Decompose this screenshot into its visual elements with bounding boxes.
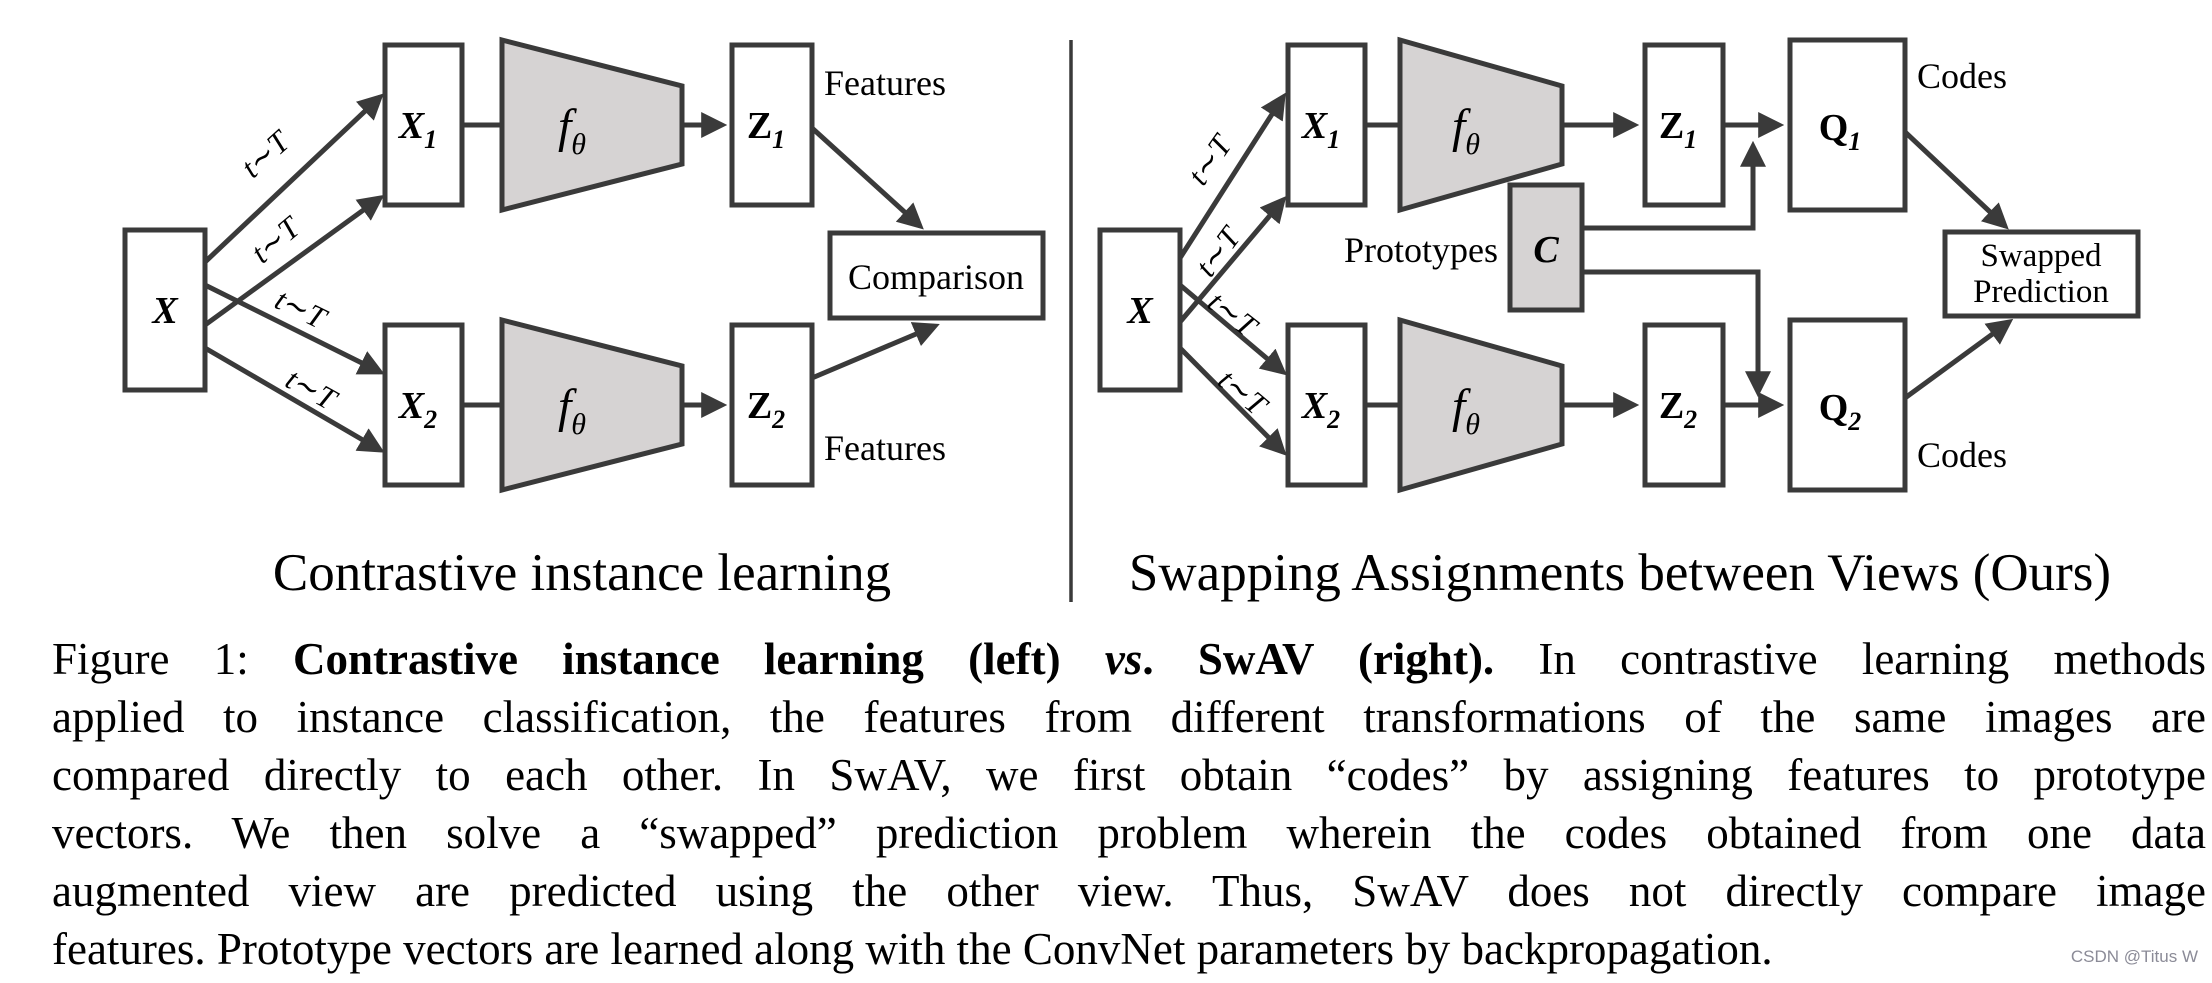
caption-line (52, 688, 2206, 746)
left-transform-label-3: t∼T (269, 281, 332, 336)
left-view2-label: $X_2$ (398, 385, 438, 434)
left-arrow-x-to-x2-b (205, 348, 380, 450)
left-transform-label-1: t∼T (234, 123, 296, 185)
right-code2-label: $Q_2$ (1818, 387, 1862, 436)
right-input-label: X (1127, 290, 1153, 332)
caption-segment: compared directly to each other. In SwAV, we first obtain “codes” by assigning features to prototype (52, 750, 2206, 800)
left-arrow-feature2-comparison (812, 326, 935, 378)
left-transform-label-2: t∼T (244, 209, 307, 271)
figure-caption (52, 630, 2206, 978)
caption-segment: features. Prototype vectors are learned along with the ConvNet parameters by backpropagation. (52, 924, 1773, 974)
left-encoder1-label: $f_\theta$ (557, 100, 587, 161)
left-feature1-label: $Z_1$ (746, 105, 786, 154)
right-encoder1-label: $f_\theta$ (1451, 100, 1481, 161)
right-encoder2-trapezoid (1400, 320, 1562, 490)
left-diagram (125, 40, 1043, 602)
caption-segment: vs (1104, 634, 1143, 684)
caption-line (52, 920, 2206, 978)
caption-line (52, 862, 2206, 920)
caption-segment: Contrastive instance learning (left) (292, 634, 1105, 684)
caption-segment: applied to instance classification, the features from different transformations of the same images are (52, 692, 2206, 742)
left-arrow-feature1-comparison (812, 128, 920, 226)
caption-segment: Figure 1: (52, 634, 293, 684)
caption-segment: In contrastive learning methods (1494, 634, 2206, 684)
right-feature2-label: $Z_2$ (1658, 385, 1698, 434)
right-transform-label-2: t∼T (1188, 220, 1248, 283)
left-view1-label: $X_1$ (398, 105, 438, 154)
right-transform-label-1: t∼T (1180, 128, 1239, 192)
left-transform-label-4: t∼T (279, 360, 343, 417)
right-codes-top-label: Codes (1917, 56, 2007, 96)
right-encoder2-label: $f_\theta$ (1451, 380, 1481, 441)
prototypes-c-label: C (1533, 229, 1559, 271)
caption-segment: augmented view are predicted using the other view. Thus, SwAV does not directly compare image (52, 866, 2206, 916)
caption-segment: vectors. We then solve a “swapped” prediction problem wherein the codes obtained from one data (52, 808, 2206, 858)
left-caption: Contrastive instance learning (272, 544, 892, 602)
comparison-label: Comparison (848, 257, 1024, 297)
right-arrow-code1-swapped (1905, 132, 2005, 226)
left-encoder2-label: $f_\theta$ (557, 380, 587, 441)
swapped-prediction-label-line1: Swapped (1980, 238, 2102, 274)
right-transform-label-4: t∼T (1211, 361, 1274, 423)
right-view1-label: $X_1$ (1301, 105, 1341, 154)
left-features-top-label: Features (824, 63, 946, 103)
caption-line (52, 804, 2206, 862)
caption-line (52, 630, 2206, 688)
prototypes-label: Prototypes (1343, 230, 1498, 270)
right-view2-label: $X_2$ (1301, 385, 1341, 434)
right-code1-label: $Q_1$ (1818, 107, 1862, 156)
right-codes-bottom-label: Codes (1917, 435, 2007, 475)
swapped-prediction-label-line2: Prediction (1973, 274, 2109, 310)
right-feature1-label: $Z_1$ (1658, 105, 1698, 154)
caption-line (52, 746, 2206, 804)
caption-segment: . SwAV (right). (1142, 634, 1495, 684)
right-transform-label-3: t∼T (1201, 283, 1264, 344)
right-arrow-code2-swapped (1905, 322, 2009, 398)
right-diagram (1100, 40, 2138, 602)
left-encoder2-trapezoid (502, 320, 682, 490)
left-feature2-label: $Z_2$ (746, 385, 786, 434)
left-input-label: X (152, 290, 178, 332)
watermark: CSDN @Titus W (2070, 947, 2198, 966)
right-caption: Swapping Assignments between Views (Ours) (1128, 544, 2112, 602)
left-encoder1-trapezoid (502, 40, 682, 210)
left-features-bottom-label: Features (824, 428, 946, 468)
